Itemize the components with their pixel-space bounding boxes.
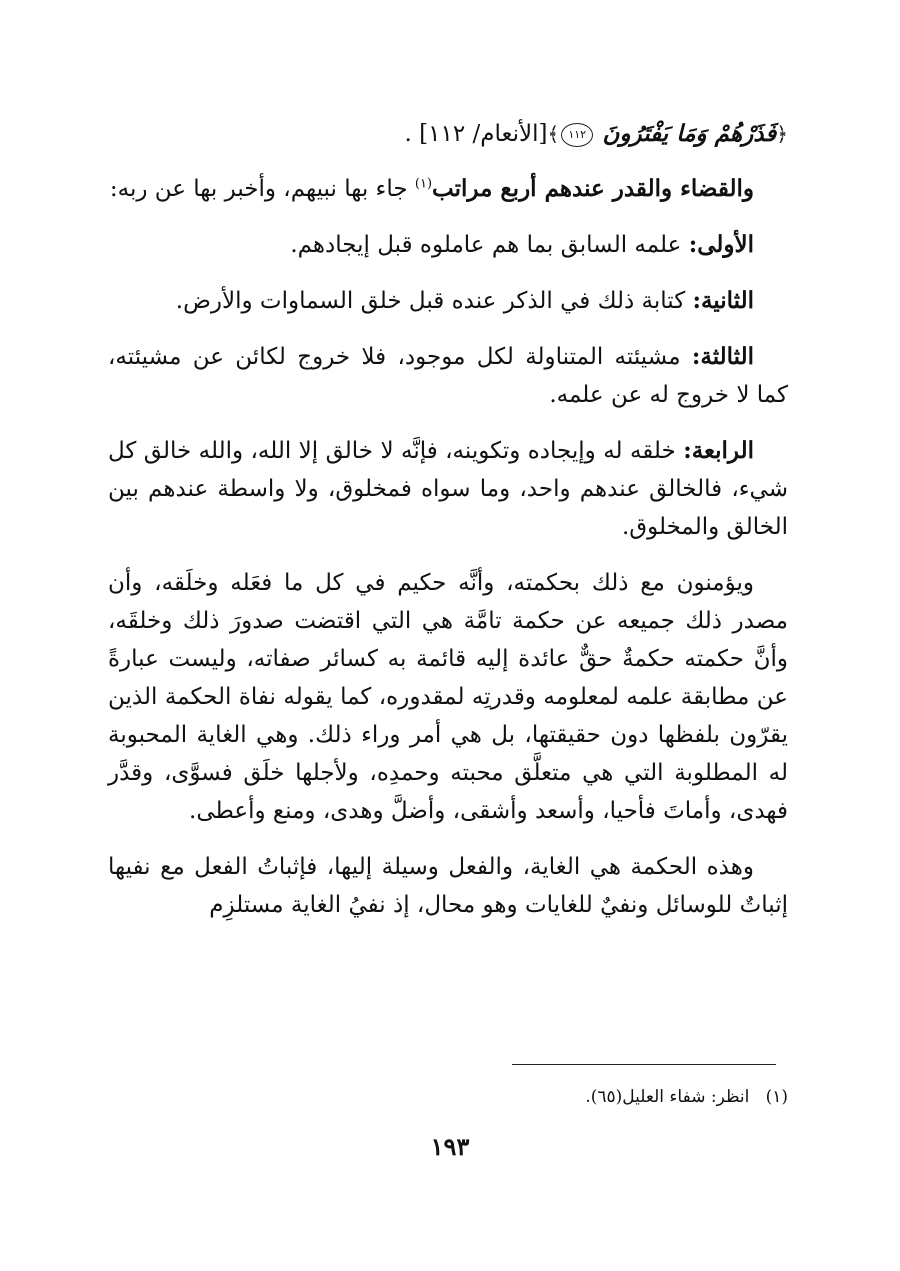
page-body	[108, 112, 788, 942]
level-text: علمه السابق بما هم عاملوه قبل إيجادهم.	[290, 232, 689, 258]
quran-verse	[108, 112, 788, 156]
level-term: الرابعة:	[683, 437, 754, 464]
footnote-divider	[512, 1064, 776, 1065]
ayah-number-icon: ١١٢	[561, 123, 593, 147]
verse-open-bracket: ﴿	[776, 122, 788, 146]
level-third	[108, 338, 788, 414]
verse-citation: [الأنعام/ ١١٢] .	[404, 121, 548, 147]
level-term: الثالثة:	[691, 343, 754, 370]
level-term: الثانية:	[692, 287, 754, 314]
footnote	[585, 1084, 788, 1110]
footnote-text: انظر: شفاء العليل(٦٥).	[585, 1087, 750, 1107]
wisdom-paragraph: ويؤمنون مع ذلك بحكمته، وأنَّه حكيم في كل ما فعَله وخلَقه، وأن مصدر ذلك جميعه عن حكمة تامَّة هي التي اقتضت صدورَ ذلك وخلقَه، وأنَّ حكمته حكمةٌ حقٌّ عائدة إليه قائمة به كسائر صفاته، وليست عبارةً عن مطابقة علمه لمعلومه وقدرتِه لمقدوره، كما يقوله نفاة الحكمة الذين يقرّون بلفظها دون حقيقتها، بل هي أمر وراء ذلك. وهي الغاية المحبوبة له المطلوبة التي هي متعلَّق محبته وحمدِه، ولأجلها خلَق فسوَّى، وقدَّر فهدى، وأماتَ فأحيا، وأسعد وأشقى، وأضلَّ وهدى، ومنع وأعطى.	[108, 570, 788, 824]
level-text: مشيئته المتناولة لكل موجود، فلا خروج لكائن عن مشيئته، كما لا خروج له عن علمه.	[108, 344, 788, 408]
level-first	[108, 226, 788, 264]
level-fourth	[108, 432, 788, 546]
footnote-reference[interactable]: (١)	[414, 176, 433, 192]
level-text: خلقه له وإيجاده وتكوينه، فإنَّه لا خالق إلا الله، والله خالق كل شيء، فالخالق عندهم واحد، وما سواه فمخلوق، ولا واسطة عندهم بين الخالق والمخلوق.	[108, 438, 788, 540]
intro-bold-text: والقضاء والقدر عندهم أربع مراتب	[432, 175, 754, 202]
intro-paragraph	[108, 170, 788, 208]
goal-paragraph: وهذه الحكمة هي الغاية، والفعل وسيلة إليها، فإثباتُ الفعل مع نفيها إثباتٌ للوسائل ونفيٌ للغايات وهو محال، إذ نفيُ الغاية مستلزِم	[108, 854, 788, 918]
intro-rest-text: جاء بها نبيهم، وأخبر بها عن ربه:	[109, 176, 415, 202]
page-number: ١٩٣	[430, 1132, 470, 1161]
verse-close-bracket: ﴾	[547, 122, 560, 146]
level-second	[108, 282, 788, 320]
footnote-number: (١)	[765, 1087, 788, 1107]
level-text: كتابة ذلك في الذكر عنده قبل خلق السماوات والأرض.	[175, 288, 693, 314]
level-term: الأولى:	[688, 231, 754, 258]
verse-text: فَذَرْهُمْ وَمَا يَفْتَرُونَ	[602, 120, 777, 147]
